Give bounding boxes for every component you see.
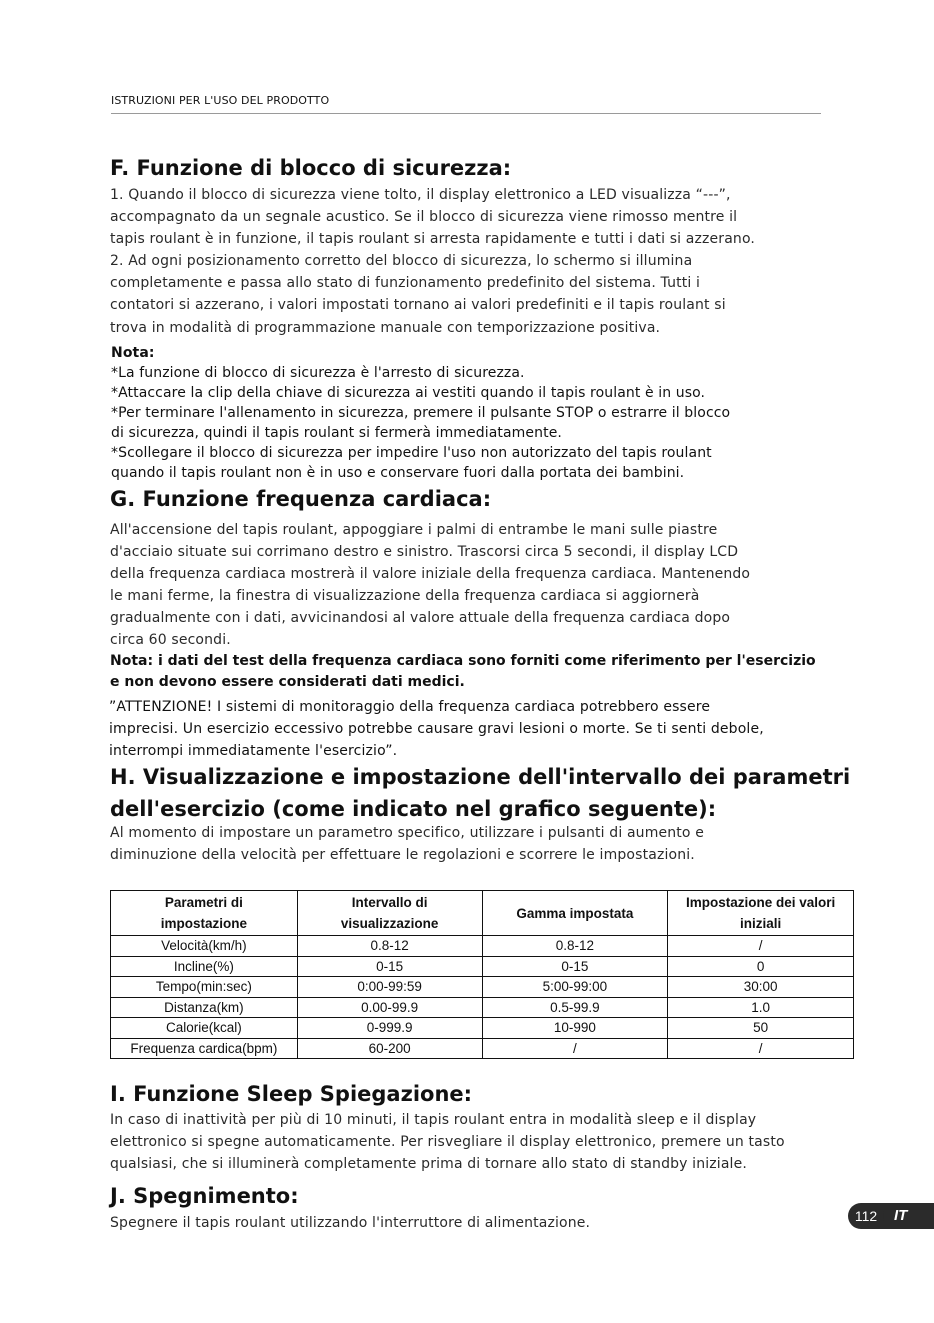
table-row xyxy=(111,1018,854,1039)
table-cell: / xyxy=(668,1038,854,1059)
table-cell: Incline(%) xyxy=(111,956,298,977)
table-cell: Calorie(kcal) xyxy=(111,1018,298,1039)
table-row xyxy=(111,977,854,998)
table-cell: 5:00-99:00 xyxy=(482,977,668,998)
parameters-table xyxy=(110,890,854,1059)
note-line: di sicurezza, quindi il tapis roulant si fermerà immediatamente. xyxy=(111,425,562,441)
paragraph-line: accompagnato da un segnale acustico. Se il blocco di sicurezza viene rimosso mentre il xyxy=(110,209,738,226)
table-cell: 0.8-12 xyxy=(482,936,668,957)
paragraph-line: elettronico si spegne automaticamente. Per risvegliare il display elettronico, premere un tasto xyxy=(110,1134,785,1151)
paragraph-line: qualsiasi, che si illuminerà completamente prima di tornare allo stato di standby iniziale. xyxy=(110,1156,747,1173)
page-number: 112 xyxy=(848,1203,884,1229)
document-header: ISTRUZIONI PER L'USO DEL PRODOTTO xyxy=(111,94,330,107)
section-f-title: F. Funzione di blocco di sicurezza: xyxy=(110,156,512,180)
paragraph-line: completamente e passa allo stato di funzionamento predefinito del sistema. Tutti i xyxy=(110,275,701,292)
table-cell: 0 xyxy=(668,956,854,977)
section-h-body xyxy=(110,822,870,866)
table-cell: Tempo(min:sec) xyxy=(111,977,298,998)
table-cell: Frequenza cardica(bpm) xyxy=(111,1038,298,1059)
note-line: *Attaccare la clip della chiave di sicurezza ai vestiti quando il tapis roulant è in uso. xyxy=(111,385,706,401)
table-cell: 0.00-99.9 xyxy=(297,997,482,1018)
table-header-row xyxy=(111,891,854,936)
note-line: quando il tapis roulant non è in uso e conservare fuori dalla portata dei bambini. xyxy=(111,465,685,481)
table-cell: Velocità(km/h) xyxy=(111,936,298,957)
note-line: *Per terminare l'allenamento in sicurezza, premere il pulsante STOP o estrarre il blocco xyxy=(111,405,731,421)
paragraph-line: della frequenza cardiaca mostrerà il valore iniziale della frequenza cardiaca. Mantenendo xyxy=(110,566,751,583)
table-header-cell xyxy=(297,891,482,936)
paragraph-line: circa 60 secondi. xyxy=(110,632,231,649)
table-header-cell xyxy=(668,891,854,936)
bold-note-line: e non devono essere considerati dati medici. xyxy=(110,674,465,690)
note-line: *Scollegare il blocco di sicurezza per impedire l'uso non autorizzato del tapis roulant xyxy=(111,445,712,461)
paragraph-line: gradualmente con i dati, avvicinandosi al valore attuale della frequenza cardiaca dopo xyxy=(110,610,731,627)
paragraph-line: trova in modalità di programmazione manuale con temporizzazione positiva. xyxy=(110,319,661,336)
table-row xyxy=(111,956,854,977)
language-tag: IT xyxy=(868,1203,934,1229)
note-line: *La funzione di blocco di sicurezza è l'arresto di sicurezza. xyxy=(111,365,525,381)
table-cell: 0:00-99:59 xyxy=(297,977,482,998)
note-label: Nota: xyxy=(111,345,155,361)
section-g-warning xyxy=(109,696,879,762)
table-cell: 60-200 xyxy=(297,1038,482,1059)
header-text: Gamma impostata xyxy=(516,905,634,921)
paragraph-line: In caso di inattività per più di 10 minuti, il tapis roulant entra in modalità sleep e il display xyxy=(110,1112,757,1128)
section-h-title-line: H. Visualizzazione e impostazione dell'intervallo dei parametri xyxy=(110,765,851,789)
table-cell: 1.0 xyxy=(668,997,854,1018)
paragraph-line: Spegnere il tapis roulant utilizzando l'interruttore di alimentazione. xyxy=(110,1215,591,1231)
section-f xyxy=(110,154,870,339)
paragraph-line: diminuzione della velocità per effettuare le regolazioni e scorrere le impostazioni. xyxy=(110,847,695,864)
table-cell: 10-990 xyxy=(482,1018,668,1039)
section-h xyxy=(110,761,890,825)
table-cell: 30:00 xyxy=(668,977,854,998)
section-j-body xyxy=(110,1212,810,1234)
section-g-medical-note xyxy=(110,651,870,693)
paragraph-line: 2. Ad ogni posizionamento corretto del blocco di sicurezza, lo schermo si illumina xyxy=(110,253,693,270)
header-text: Parametri di xyxy=(164,895,243,910)
warning-line: interrompi immediatamente l'esercizio”. xyxy=(109,743,398,760)
table-cell: Distanza(km) xyxy=(111,997,298,1018)
paragraph-line: 1. Quando il blocco di sicurezza viene tolto, il display elettronico a LED visualizza “---”, xyxy=(110,187,731,203)
header-text: visualizzazione xyxy=(340,916,439,931)
section-f-body xyxy=(110,184,870,339)
table-cell: 50 xyxy=(668,1018,854,1039)
paragraph-line: le mani ferme, la finestra di visualizzazione della frequenza cardiaca si aggiornerà xyxy=(110,588,700,605)
table-row xyxy=(111,1038,854,1059)
section-i xyxy=(110,1080,870,1108)
warning-line: imprecisi. Un esercizio eccessivo potrebbe causare gravi lesioni o morte. Se ti senti debole, xyxy=(109,721,764,738)
section-g-body xyxy=(110,519,870,652)
table-cell: 0.5-99.9 xyxy=(482,997,668,1018)
section-j xyxy=(110,1182,870,1210)
section-g-title: G. Funzione frequenza cardiaca: xyxy=(110,487,492,511)
warning-line: ”ATTENZIONE! I sistemi di monitoraggio della frequenza cardiaca potrebbero essere xyxy=(109,699,711,715)
paragraph-line: d'acciaio situate sui corrimano destro e sinistro. Trascorsi circa 5 secondi, il display LCD xyxy=(110,544,739,561)
section-i-title: I. Funzione Sleep Spiegazione: xyxy=(110,1082,473,1106)
table-row xyxy=(111,936,854,957)
table-cell: 0-999.9 xyxy=(297,1018,482,1039)
section-j-title: J. Spegnimento: xyxy=(110,1184,299,1208)
paragraph-line: contatori si azzerano, i valori impostati tornano ai valori predefiniti e il tapis roulant si xyxy=(110,297,726,314)
table-cell: 0-15 xyxy=(297,956,482,977)
table-header-cell xyxy=(111,891,298,936)
table-cell: 0.8-12 xyxy=(297,936,482,957)
section-i-body xyxy=(110,1109,870,1175)
paragraph-line: tapis roulant è in funzione, il tapis roulant si arresta rapidamente e tutti i dati si azzerano. xyxy=(110,231,756,248)
table-cell: 0-15 xyxy=(482,956,668,977)
table-header-cell xyxy=(482,891,668,936)
header-text: Impostazione dei valori xyxy=(685,895,836,910)
section-h-title-line: dell'esercizio (come indicato nel grafico seguente): xyxy=(110,797,717,821)
table-cell: / xyxy=(668,936,854,957)
paragraph-line: All'accensione del tapis roulant, appoggiare i palmi di entrambe le mani sulle piastre xyxy=(110,522,718,538)
header-text: iniziali xyxy=(739,916,782,931)
table-row xyxy=(111,997,854,1018)
table-cell: / xyxy=(482,1038,668,1059)
section-f-note xyxy=(111,343,871,483)
header-text: Intervallo di xyxy=(351,895,428,910)
bold-note-line: Nota: i dati del test della frequenza cardiaca sono forniti come riferimento per l'esercizio xyxy=(110,653,816,669)
header-text: impostazione xyxy=(160,916,248,931)
paragraph-line: Al momento di impostare un parametro specifico, utilizzare i pulsanti di aumento e xyxy=(110,825,704,841)
section-g xyxy=(110,485,870,513)
header-divider xyxy=(111,113,821,114)
page-badge xyxy=(848,1203,934,1229)
